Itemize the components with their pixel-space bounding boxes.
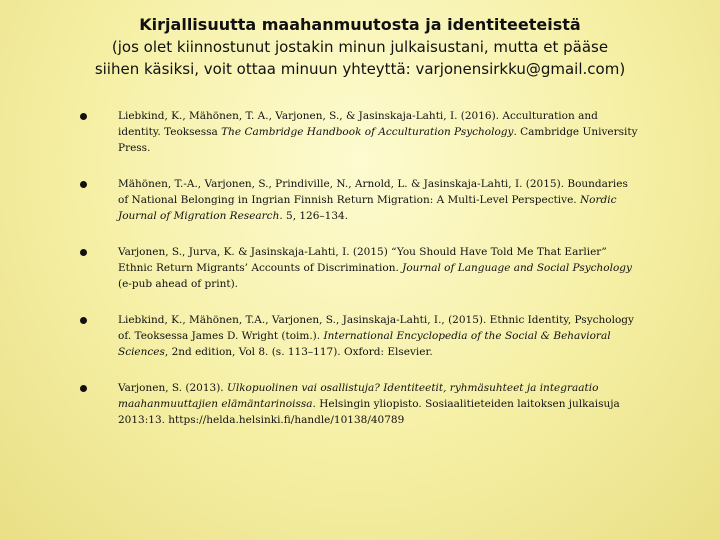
- reference-source: The Cambridge Handbook of Acculturation Psychology: [221, 126, 514, 138]
- subtitle-line-2: siihen käsiksi, voit ottaa minuun yhteyttä: varjonensirkku@gmail.com): [94, 60, 626, 78]
- reference-source: Journal of Language and Social Psychology: [402, 262, 632, 274]
- bullet-icon: [80, 113, 87, 120]
- reference-item: [78, 108, 638, 156]
- reference-source: Ulkopuolinen vai osallistuja? Identiteetit, ryhmäsuhteet ja integraatio maahanmuuttajien elämäntarinoissa: [118, 382, 599, 410]
- subtitle-line-1: (jos olet kiinnostunut jostakin minun julkaisustani, mutta et pääse: [111, 38, 609, 56]
- bullet-icon: [80, 385, 87, 392]
- reference-text: Varjonen, S. (2013).: [118, 382, 227, 394]
- reference-source: Nordic Journal of Migration Research: [118, 194, 617, 222]
- reference-details: . Helsingin yliopisto. Sosiaalitieteiden laitoksen julkaisuja 2013:13. https://helda.helsinki.fi/handle/10138/40789: [118, 398, 620, 426]
- reference-details: (e-pub ahead of print).: [118, 278, 239, 290]
- reference-details: . Cambridge University Press.: [118, 126, 638, 154]
- reference-item: [78, 244, 638, 292]
- reference-text: Varjonen, S., Jurva, K. & Jasinskaja-Lahti, I. (2015) “You Should Have Told Me That Earlier” Ethnic Return Migrants’ Accounts of Discrimination.: [118, 246, 607, 274]
- reference-item: [78, 312, 638, 360]
- page-title: Kirjallisuutta maahanmuutosta ja identiteeteistä: [139, 15, 581, 34]
- slide-header: [0, 14, 720, 80]
- reference-text: Liebkind, K., Mähönen, T. A., Varjonen, S., & Jasinskaja-Lahti, I. (2016). Acculturation and identity. Teoksessa: [118, 110, 598, 138]
- reference-text: Mähönen, T.-A., Varjonen, S., Prindiville, N., Arnold, L. & Jasinskaja-Lahti, I. (2015). Boundaries of National Belonging in Ingrian Finnish Return Migration: A Multi-Level Perspective.: [118, 178, 628, 206]
- bullet-icon: [80, 181, 87, 188]
- reference-item: [78, 380, 638, 428]
- reference-list: [78, 108, 638, 428]
- bullet-icon: [80, 317, 87, 324]
- reference-source: International Encyclopedia of the Social & Behavioral Sciences: [118, 330, 611, 358]
- reference-details: . 5, 126–134.: [279, 210, 349, 222]
- bullet-icon: [80, 249, 87, 256]
- reference-text: Liebkind, K., Mähönen, T.A., Varjonen, S., Jasinskaja-Lahti, I., (2015). Ethnic Identity, Psychology of. Teoksessa James D. Wright (toim.).: [118, 314, 634, 342]
- reference-details: , 2nd edition, Vol 8. (s. 113–117). Oxford: Elsevier.: [164, 346, 433, 358]
- reference-item: [78, 176, 638, 224]
